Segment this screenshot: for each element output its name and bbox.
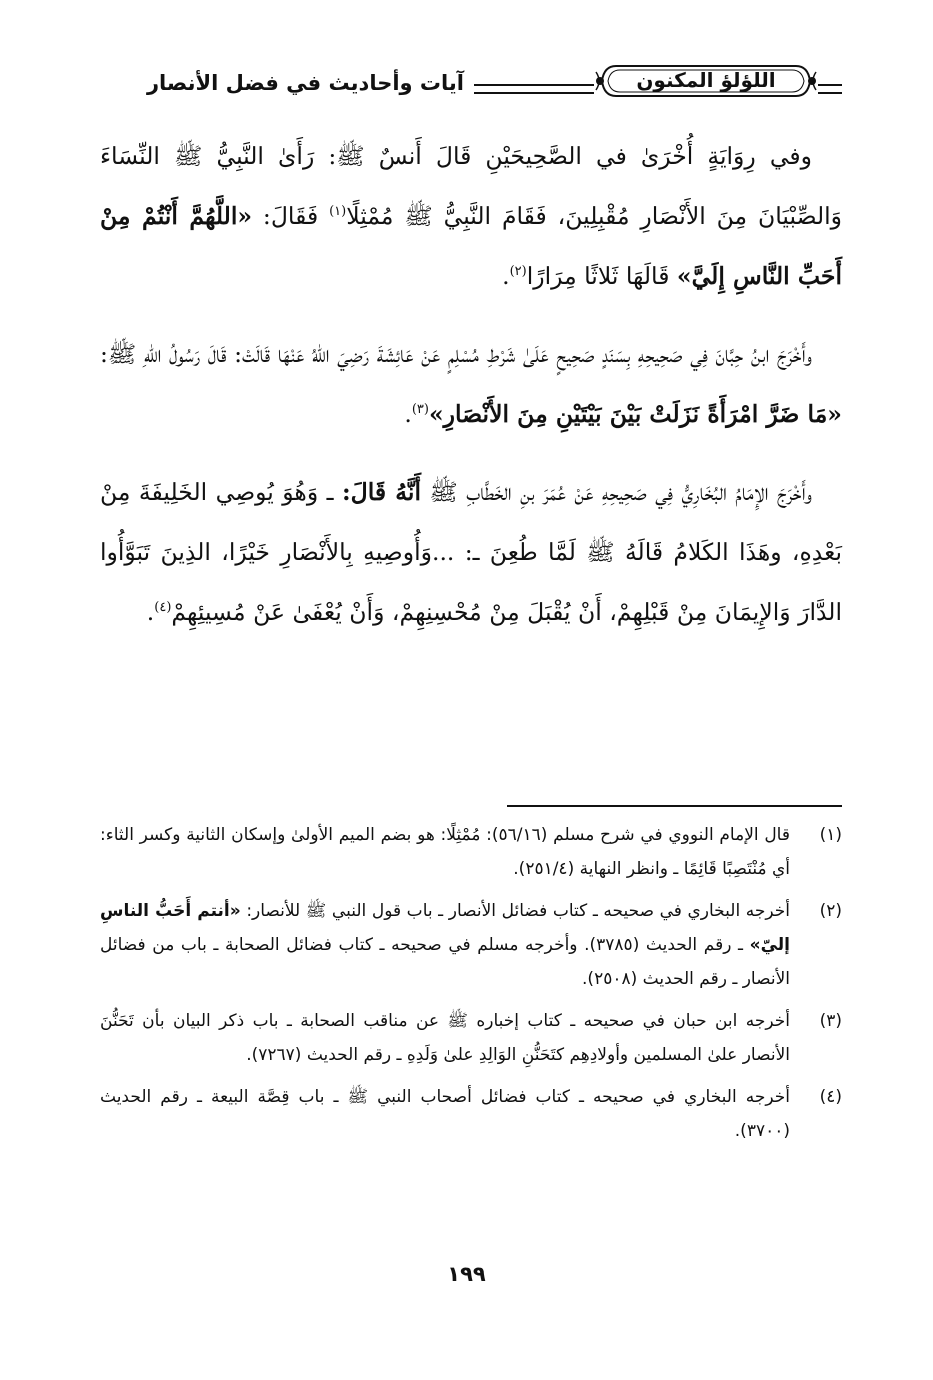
- footnote-ref-1: (١): [329, 204, 347, 220]
- footnote-number: (٢): [819, 901, 842, 921]
- header-rule-right: [818, 84, 842, 94]
- footnote-number: (٤): [819, 1087, 842, 1107]
- footnote-2: [100, 894, 842, 996]
- footnote-text: أخرجه ابن حبان في صحيحه ـ كتاب إخباره ﷺ عن مناقب الصحابة ـ باب ذكر البيان بأن تَحَنُّنَ الأنصار علىٰ المسلمين وأولادِهِم كتَحَنُّنِ الوَالِدِ علىٰ وَلَدِهِ ـ رقم الحديث (٧٢٦٧).: [100, 1011, 790, 1065]
- footnote-text-part: ـ رقم الحديث (٣٧٨٥). وأخرجه مسلم في صحيحه ـ كتاب فضائل الصحابة ـ باب من فضائل الأنصار ـ رقم الحديث (٢٥٠٨).: [100, 935, 790, 989]
- paragraph-1: [100, 126, 842, 306]
- footnote-1: [100, 818, 842, 886]
- header-rule-middle: [474, 84, 594, 94]
- page-number: ١٩٩: [447, 1262, 486, 1286]
- paragraph-1-end: .: [502, 262, 510, 290]
- chapter-title: آيات وأحاديث في فضل الأنصار: [146, 71, 464, 95]
- paragraph-1-text: وفي رِوَايَةٍ أُخْرَىٰ في الصَّحِيحَيْنِ قَالَ أَنسٌ ﷺ: رَأَىٰ النَّبِيُّ ﷺ النِّسَاءَ وَالصِّبْيَانَ مِنَ الأَنْصَارِ مُقْبِلِينَ، فَقَامَ النَّبِيُّ ﷺ مُمْثِلًا: [100, 142, 842, 230]
- footnote-quote: «أنتم أَحَبُّ الناسِ إليّ»: [100, 901, 790, 955]
- footnote-ref-4: (٤): [154, 600, 172, 616]
- running-header: [100, 56, 842, 106]
- paragraph-3: [100, 462, 842, 642]
- book-title: اللؤلؤ المكنون: [636, 68, 776, 92]
- paragraph-3-text: وأَخْرَجَ الإِمَامُ البُخَارِيُّ فِي صَحِيحِهِ عَنْ عُمَرَ بنِ الخَطَّابِ ﷺ: [420, 478, 813, 506]
- paragraph-2: [100, 324, 842, 444]
- book-title-cartouche: [594, 58, 818, 104]
- main-text: [100, 126, 842, 642]
- footnote-text: قال الإمام النووي في شرح مسلم (٥٦/١٦): مُمْثِلًا: هو بضم الميم الأولىٰ وإسكان الثانية وكسر الثاء: أي مُنْتَصِبًا قَائِمًا ـ وانظر النهاية (٢٥١/٤).: [100, 825, 790, 879]
- footnote-number: (١): [819, 825, 842, 845]
- paragraph-2-end: .: [404, 400, 412, 428]
- footnote-text: أخرجه البخاري في صحيحه ـ كتاب فضائل أصحاب النبي ﷺ ـ باب قِصَّة البيعة ـ رقم الحديث (٣٧٠٠).: [100, 1087, 790, 1141]
- paragraph-1-text-3: قَالَهَا ثَلاثًا مِرَارًا: [526, 262, 677, 290]
- hadith-quote-1: «اللَّهُمَّ أَنْتُمْ مِنْ أَحَبِّ النَّاسِ إِلَيَّ»: [100, 202, 842, 290]
- footnote-text: [100, 901, 790, 989]
- paragraph-3-text-2: ـ وَهُوَ يُوصِي الخَلِيفَةَ مِنْ بَعْدِهِ، وهَذَا الكَلامُ قَالَهُ ﷺ لَمَّا طُعِنَ ـ: ...وَأُوصِيهِ بِالأَنْصَارِ خَيْرًا، الذِينَ تَبَوَّأُوا الدَّارَ وَالإِيمَانَ مِنْ قَبْلِهِمْ، أَنْ يُقْبَلَ مِنْ مُحْسِنِهِمْ، وَأَنْ يُعْفَىٰ عَنْ مُسِيئِهِمْ: [100, 478, 842, 626]
- paragraph-1-text-2: فَقَالَ:: [252, 202, 330, 230]
- footnote-number: (٣): [819, 1011, 842, 1031]
- footnote-ref-2: (٢): [509, 264, 527, 280]
- footnote-text-part: أخرجه البخاري في صحيحه ـ كتاب فضائل الأنصار ـ باب قول النبي ﷺ للأنصار:: [240, 901, 790, 921]
- hadith-quote-2: «مَا ضَرَّ امْرَأَةً نَزَلَتْ بَيْنَ بَيْتَيْنِ مِنَ الأَنْصَارِ»: [428, 400, 842, 428]
- paragraph-3-bold: أَنَّهُ قَالَ:: [341, 478, 421, 506]
- paragraph-2-text: وأَخْرَجَ ابنُ حِبَّانَ فِي صَحِيحِهِ بِسَنَدٍ صَحِيحٍ عَلَىٰ شَرْطِ مُسْلِمٍ عَنْ عَائِشَةَ رَضِيَ اللهُ عَنْهَا قَالَتْ: قَالَ رَسُولُ اللهِ ﷺ:: [100, 340, 812, 368]
- footnote-3: [100, 1004, 842, 1072]
- footnotes: [100, 818, 842, 1156]
- footnote-ref-3: (٣): [411, 402, 429, 418]
- footnote-separator: [507, 805, 842, 807]
- footnote-4: [100, 1080, 842, 1148]
- paragraph-3-end: .: [146, 598, 155, 626]
